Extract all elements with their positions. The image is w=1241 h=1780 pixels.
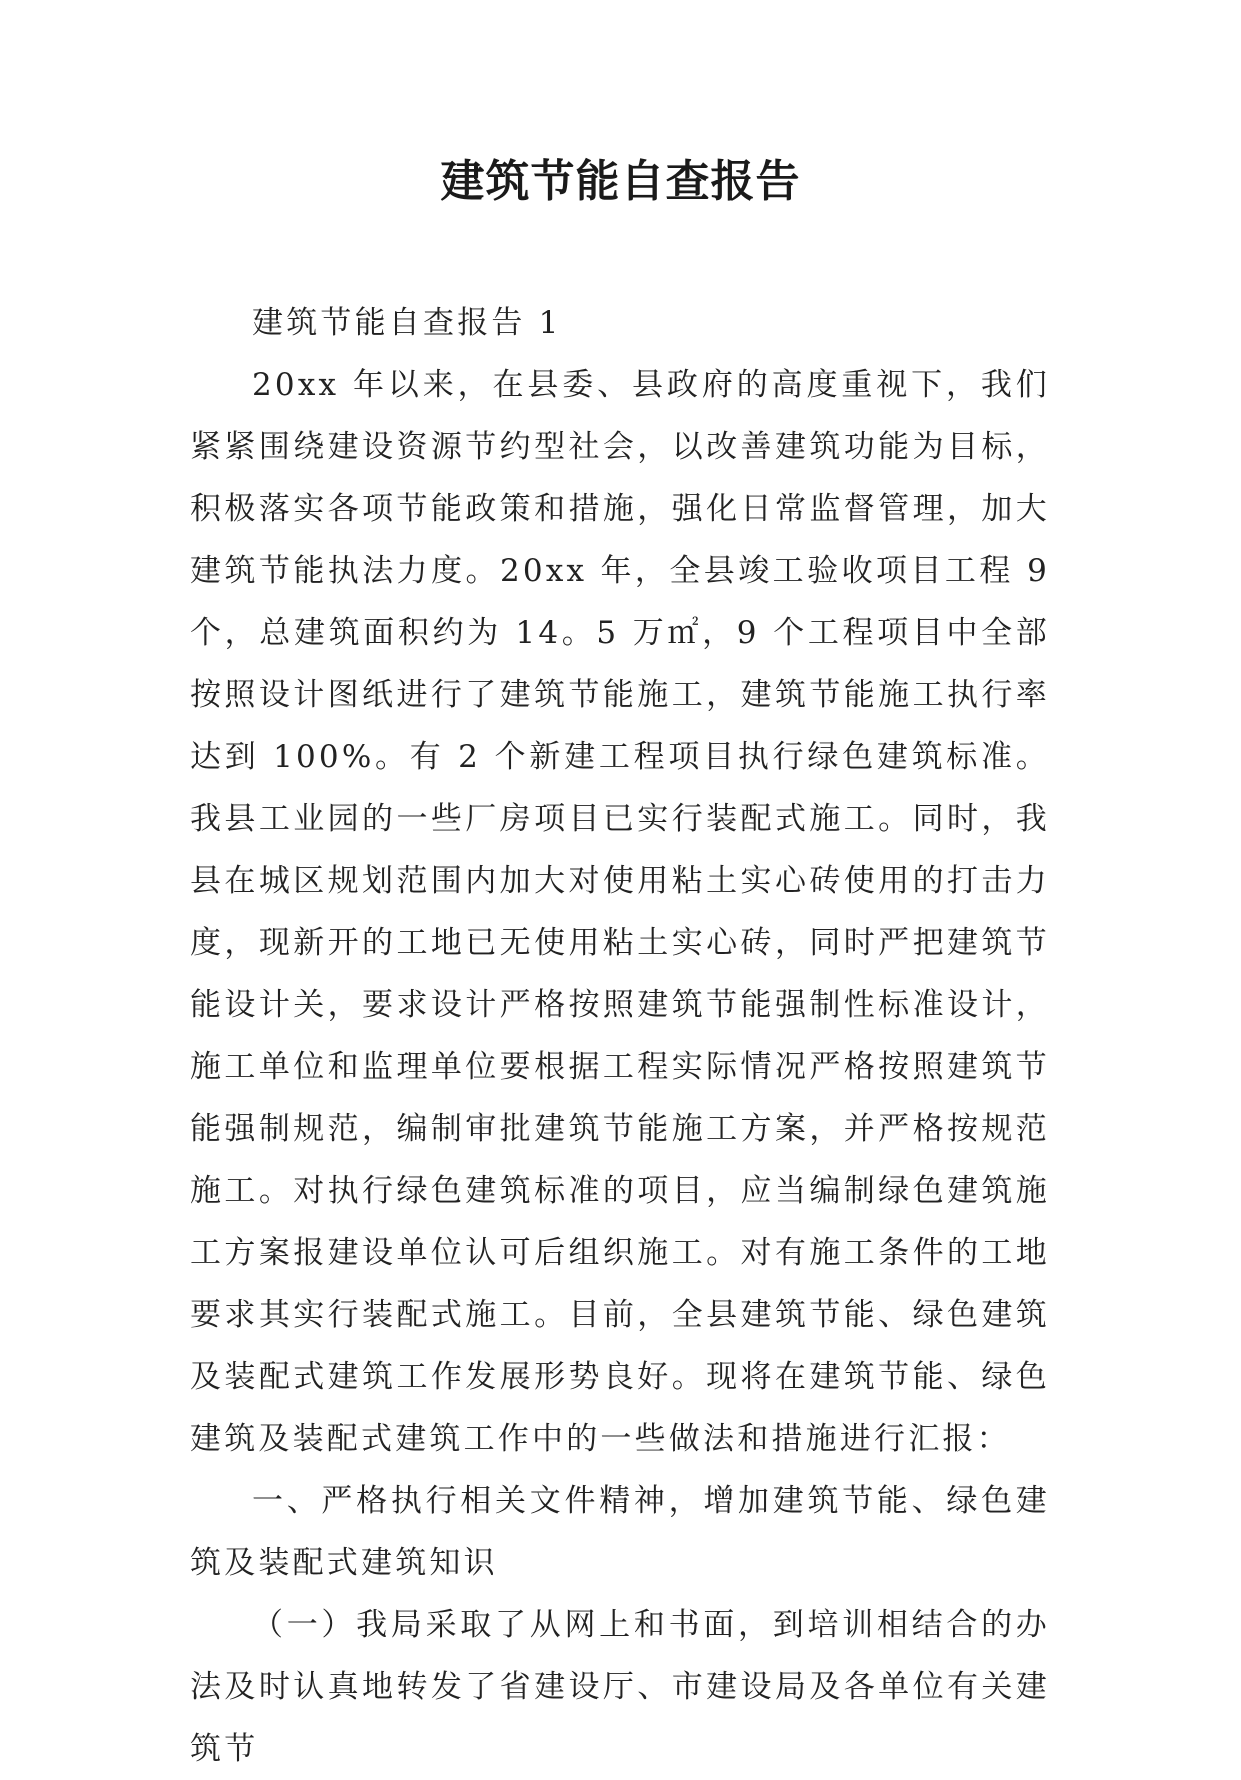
paragraph-intro: 20xx 年以来，在县委、县政府的高度重视下，我们紧紧围绕建设资源节约型社会，以改善建筑功能为目标，积极落实各项节能政策和措施，强化日常监督管理，加大建筑节能执法力度。20xx 年，全县竣工验收项目工程 9 个，总建筑面积约为 14。5 万㎡，9 个工程项目中全部按照设计图纸进行了建筑节能施工，建筑节能施工执行率达到 100%。有 2 个新建工程项目执行绿色建筑标准。我县工业园的一些厂房项目已实行装配式施工。同时，我县在城区规划范围内加大对使用粘土实心砖使用的打击力度，现新开的工地已无使用粘土实心砖，同时严把建筑节能设计关，要求设计严格按照建筑节能强制性标准设计，施工单位和监理单位要根据工程实际情况严格按照建筑节能强制规范，编制审批建筑节能施工方案，并严格按规范施工。对执行绿色建筑标准的项目，应当编制绿色建筑施工方案报建设单位认可后组织施工。对有施工条件的工地要求其实行装配式施工。目前，全县建筑节能、绿色建筑及装配式建筑工作发展形势良好。现将在建筑节能、绿色建筑及装配式建筑工作中的一些做法和措施进行汇报： <box>190 367 1050 1457</box>
paragraph-section-one: 一、严格执行相关文件精神，增加建筑节能、绿色建筑及装配式建筑知识 <box>190 1483 1050 1581</box>
document-title: 建筑节能自查报告 <box>440 156 801 207</box>
section-heading: 建筑节能自查报告 1 <box>252 305 562 341</box>
document-body <box>190 292 1050 1780</box>
paragraph-item-one: （一）我局采取了从网上和书面，到培训相结合的办法及时认真地转发了省建设厅、市建设局及各单位有关建筑节 <box>190 1607 1050 1767</box>
